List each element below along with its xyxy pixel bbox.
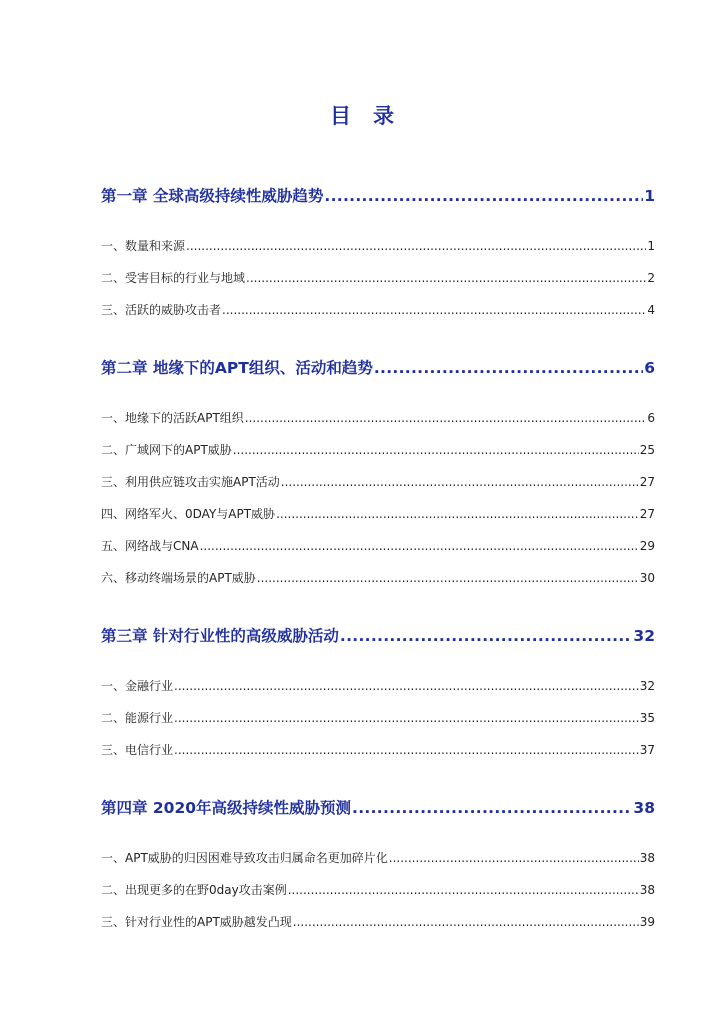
- section-title: 二、出现更多的在野0day攻击案例: [101, 883, 287, 897]
- section-page-number: 25: [639, 443, 655, 457]
- dot-leader: [288, 883, 639, 897]
- chapter-page-number: 32: [633, 627, 655, 645]
- section-page-number: 35: [639, 711, 655, 725]
- dot-leader: [293, 915, 639, 929]
- toc-section-4-2[interactable]: [101, 881, 655, 898]
- section-title: 三、活跃的威胁攻击者: [101, 303, 222, 317]
- dot-leader: [389, 851, 639, 865]
- section-title: 一、地缘下的活跃APT组织: [101, 411, 244, 425]
- toc-section-2-3[interactable]: [101, 473, 655, 490]
- section-page-number: 30: [639, 571, 655, 585]
- toc-chapter-1[interactable]: [101, 184, 655, 206]
- dot-leader: [174, 711, 639, 725]
- toc-title-left: 目: [330, 104, 351, 128]
- toc-section-3-1[interactable]: [101, 677, 655, 694]
- dot-leader: [340, 627, 633, 645]
- chapter-title: 第二章 地缘下的APT组织、活动和趋势: [101, 359, 373, 377]
- dot-leader: [174, 679, 639, 693]
- toc-chapter-2[interactable]: [101, 356, 655, 378]
- section-page-number: 32: [639, 679, 655, 693]
- dot-leader: [233, 443, 639, 457]
- dot-leader: [276, 507, 639, 521]
- section-page-number: 38: [639, 883, 655, 897]
- dot-leader: [257, 571, 639, 585]
- toc-section-1-1[interactable]: [101, 237, 655, 254]
- toc-chapter-4[interactable]: [101, 796, 655, 818]
- toc-section-2-4[interactable]: [101, 505, 655, 522]
- section-page-number: 4: [647, 303, 655, 317]
- toc-section-2-2[interactable]: [101, 441, 655, 458]
- section-title: 二、受害目标的行业与地域: [101, 271, 246, 285]
- section-page-number: 6: [647, 411, 655, 425]
- section-page-number: 39: [639, 915, 655, 929]
- dot-leader: [246, 271, 646, 285]
- dot-leader: [324, 187, 643, 205]
- dot-leader: [186, 239, 646, 253]
- dot-leader: [374, 359, 643, 377]
- section-title: 四、网络军火、0DAY与APT威胁: [101, 507, 276, 521]
- section-page-number: 1: [647, 239, 655, 253]
- section-title: 三、针对行业性的APT威胁越发凸现: [101, 915, 292, 929]
- section-title: 一、APT威胁的归因困难导致攻击归属命名更加碎片化: [101, 851, 388, 865]
- section-title: 一、金融行业: [101, 679, 174, 693]
- chapter-title: 第三章 针对行业性的高级威胁活动: [101, 627, 339, 645]
- section-title: 二、广域网下的APT威胁: [101, 443, 232, 457]
- section-title: 三、利用供应链攻击实施APT活动: [101, 475, 280, 489]
- dot-leader: [222, 303, 646, 317]
- section-page-number: 38: [639, 851, 655, 865]
- toc-section-3-3[interactable]: [101, 741, 655, 758]
- section-title: 六、移动终端场景的APT威胁: [101, 571, 256, 585]
- toc-title-right: 录: [373, 104, 394, 128]
- dot-leader: [200, 539, 639, 553]
- section-title: 一、数量和来源: [101, 239, 186, 253]
- section-page-number: 2: [647, 271, 655, 285]
- chapter-page-number: 1: [644, 187, 655, 205]
- toc-section-1-2[interactable]: [101, 269, 655, 286]
- toc-section-1-3[interactable]: [101, 301, 655, 318]
- section-page-number: 29: [639, 539, 655, 553]
- dot-leader: [352, 799, 632, 817]
- toc-section-4-3[interactable]: [101, 913, 655, 930]
- toc-chapter-3[interactable]: [101, 624, 655, 646]
- toc-section-2-5[interactable]: [101, 537, 655, 554]
- dot-leader: [281, 475, 639, 489]
- section-title: 三、电信行业: [101, 743, 174, 757]
- dot-leader: [174, 743, 639, 757]
- section-page-number: 27: [639, 507, 655, 521]
- toc-title: [0, 100, 724, 130]
- chapter-page-number: 6: [644, 359, 655, 377]
- toc-section-2-6[interactable]: [101, 569, 655, 586]
- toc-section-2-1[interactable]: [101, 409, 655, 426]
- dot-leader: [245, 411, 647, 425]
- section-title: 五、网络战与CNA: [101, 539, 199, 553]
- toc-section-4-1[interactable]: [101, 849, 655, 866]
- chapter-title: 第四章 2020年高级持续性威胁预测: [101, 799, 352, 817]
- section-title: 二、能源行业: [101, 711, 174, 725]
- chapter-title: 第一章 全球高级持续性威胁趋势: [101, 187, 324, 205]
- chapter-page-number: 38: [633, 799, 655, 817]
- section-page-number: 27: [639, 475, 655, 489]
- section-page-number: 37: [639, 743, 655, 757]
- toc-section-3-2[interactable]: [101, 709, 655, 726]
